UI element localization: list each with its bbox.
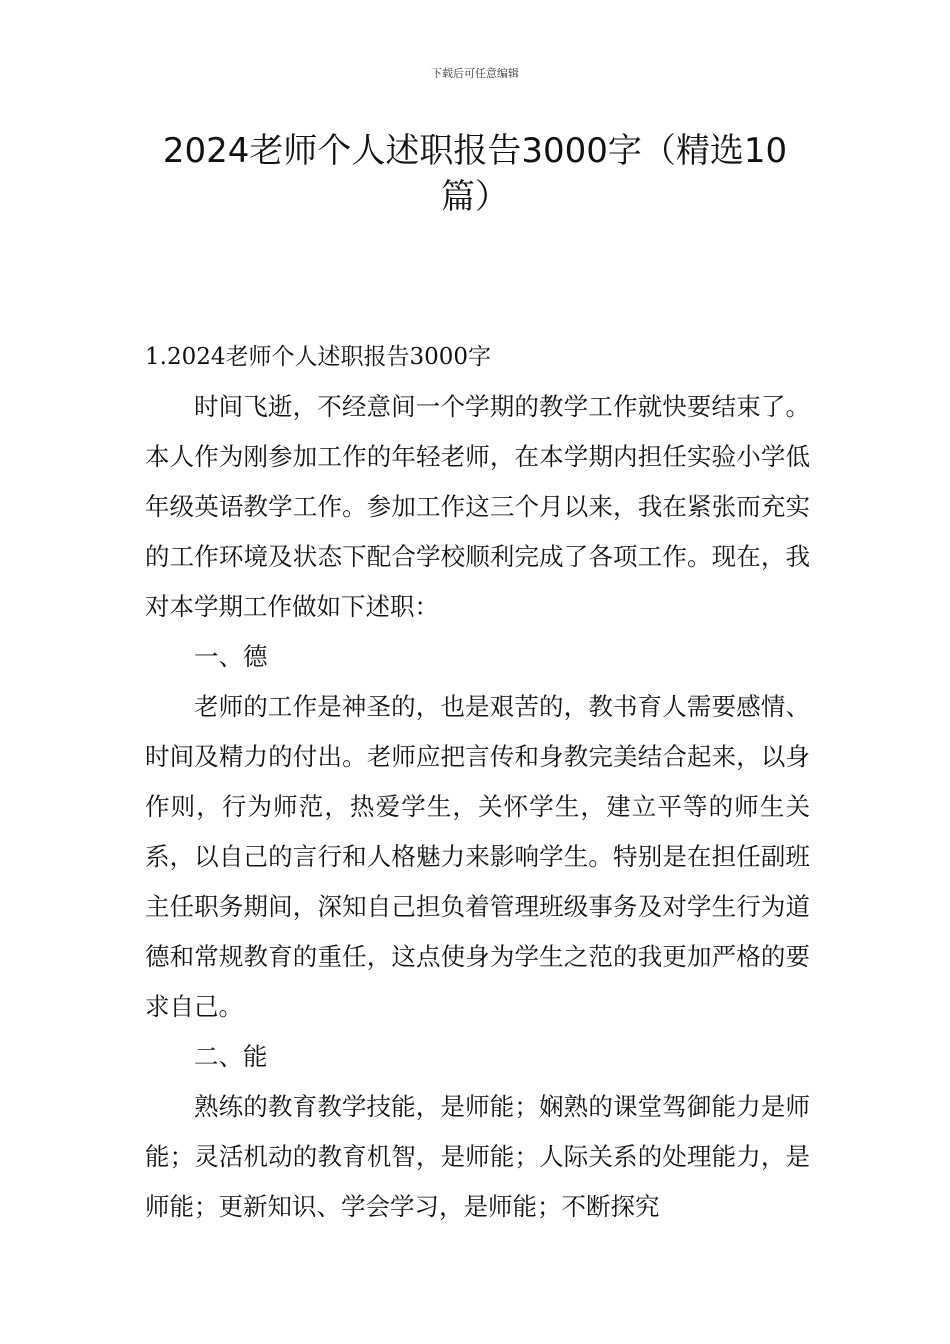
paragraph-neng: 熟练的教育教学技能，是师能；娴熟的课堂驾御能力是师能；灵活机动的教育机智，是师能；人际关系的处理能力，是师能；更新知识、学会学习，是师能；不断探究: [145, 1092, 810, 1221]
subheading-de: 一、德: [194, 642, 268, 671]
paragraph-de: 老师的工作是神圣的，也是艰苦的，教书育人需要感情、时间及精力的付出。老师应把言传和身教完美结合起来，以身作则，行为师范，热爱学生，关怀学生，建立平等的师生关系，以自己的言行和人格魅力来影响学生。特别是在担任副班主任职务期间，深知自己担负着管理班级事务及对学生行为道德和常规教育的重任，这点使身为学生之范的我更加严格的要求自己。: [145, 692, 810, 1021]
section-heading: 1.2024老师个人述职报告3000字: [145, 344, 492, 370]
document-body: [145, 332, 810, 1232]
subheading-neng: 二、能: [194, 1042, 268, 1071]
document-title: [150, 128, 800, 220]
title-line-1: 2024老师个人述职报告3000字（精选10: [162, 131, 788, 171]
paragraph-intro: 时间飞逝，不经意间一个学期的教学工作就快要结束了。本人作为刚参加工作的年轻老师，在本学期内担任实验小学低年级英语教学工作。参加工作这三个月以来，我在紧张而充实的工作环境及状态下配合学校顺利完成了各项工作。现在，我对本学期工作做如下述职：: [145, 392, 810, 621]
title-line-2: 篇）: [441, 177, 509, 217]
header-note: 下载后可任意编辑: [431, 67, 519, 80]
